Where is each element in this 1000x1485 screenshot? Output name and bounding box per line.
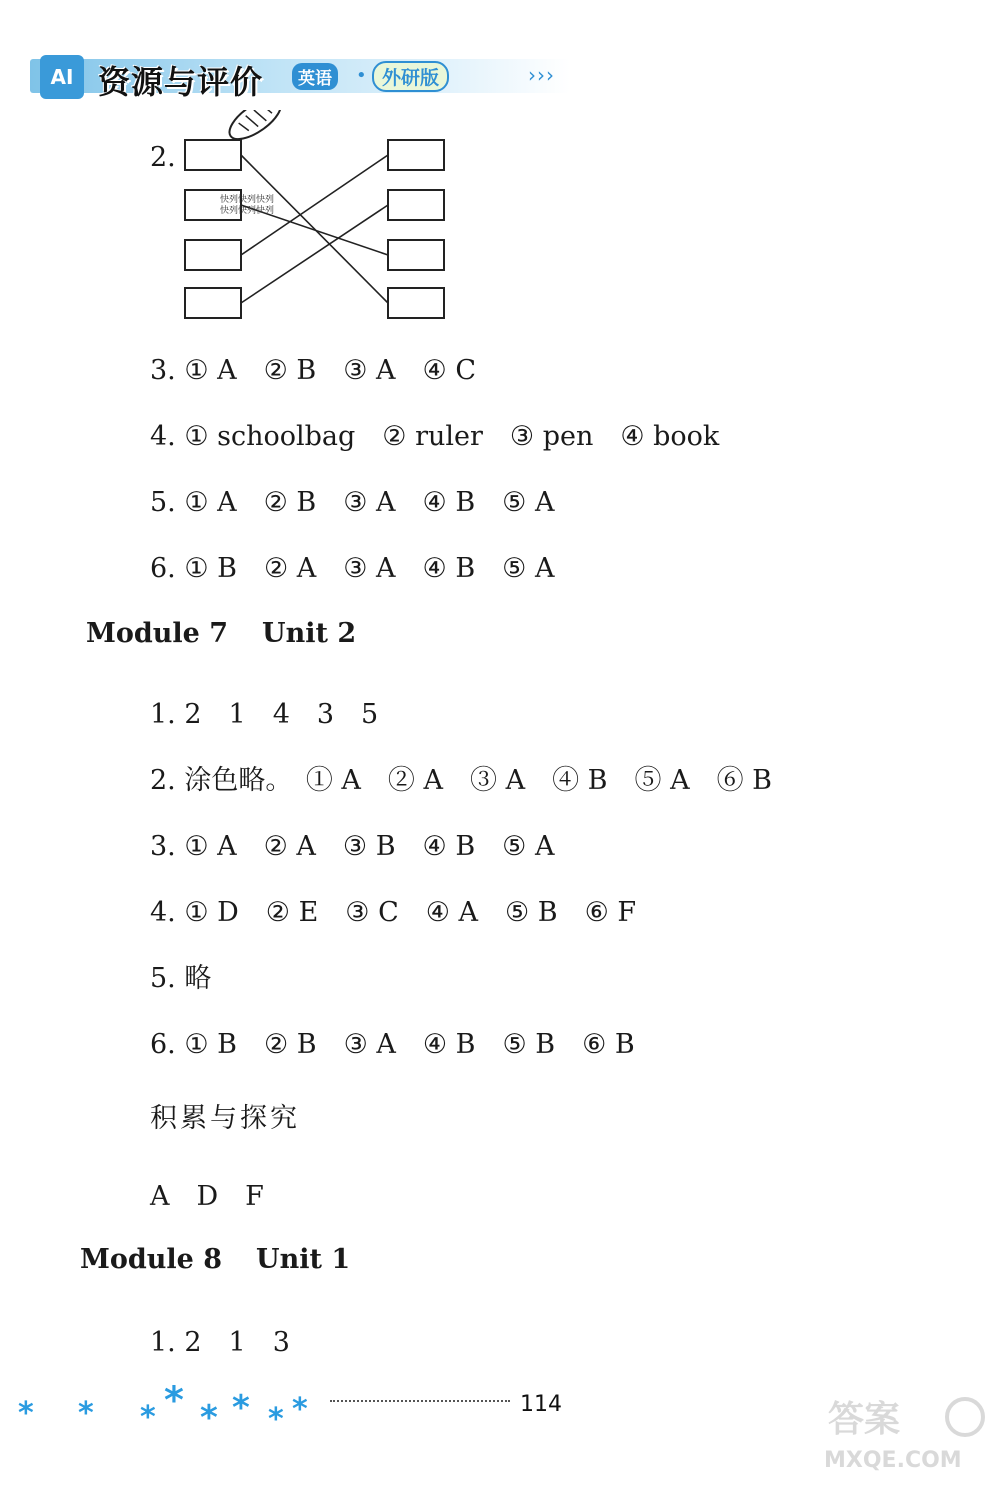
left-box-3 bbox=[185, 240, 241, 270]
answer-line-3: 3. ① A ② B ③ A ④ C bbox=[150, 355, 476, 386]
right-box-4 bbox=[388, 288, 444, 318]
svg-text:*: * bbox=[164, 1385, 184, 1422]
section-heading-module8 bbox=[80, 1244, 350, 1275]
unit-label: Unit 1 bbox=[256, 1244, 351, 1275]
answer-line-6: 6. ① B ② A ③ A ④ B ⑤ A bbox=[150, 553, 555, 584]
decorative-stars-icon bbox=[18, 1385, 318, 1435]
publisher-logo: AI bbox=[40, 55, 84, 99]
m8-answer-line-1: 1. 2 1 3 bbox=[150, 1327, 290, 1358]
right-box-2 bbox=[388, 190, 444, 220]
right-box-1 bbox=[388, 140, 444, 170]
left-box-4 bbox=[185, 288, 241, 318]
tiny-text-2: 快列快列快列 bbox=[220, 206, 275, 216]
question-number: 2. bbox=[150, 142, 176, 173]
m7-answer-line-3: 3. ① A ② A ③ B ④ B ⑤ A bbox=[150, 831, 555, 862]
left-box-1 bbox=[185, 140, 241, 170]
svg-text:*: * bbox=[200, 1398, 218, 1435]
m7-answer-line-6: 6. ① B ② B ③ A ④ B ⑤ B ⑥ B bbox=[150, 1029, 635, 1060]
match-line bbox=[241, 155, 388, 255]
section-heading-module7 bbox=[86, 618, 356, 649]
svg-text:*: * bbox=[140, 1400, 156, 1435]
svg-text:*: * bbox=[292, 1392, 308, 1427]
match-line bbox=[241, 205, 388, 303]
chevron-arrows-icon: ››› bbox=[528, 63, 555, 87]
dotted-leader bbox=[330, 1398, 510, 1402]
m7-answer-line-5: 5. 略 bbox=[150, 963, 212, 994]
svg-text:*: * bbox=[232, 1388, 250, 1428]
header-banner bbox=[0, 45, 600, 110]
answer-line-5: 5. ① A ② B ③ A ④ B ⑤ A bbox=[150, 487, 555, 518]
m7-answer-line-2: 2. 涂色略。 ① A ② A ③ A ④ B ⑤ A ⑥ B bbox=[150, 765, 773, 796]
edition-badge: 外研版 bbox=[372, 61, 449, 92]
m7-answer-line-1: 1. 2 1 4 3 5 bbox=[150, 699, 379, 730]
m7-answer-line-4: 4. ① D ② E ③ C ④ A ⑤ B ⑥ F bbox=[150, 897, 637, 928]
watermark-logo-icon bbox=[820, 1395, 990, 1475]
book-title: 资源与评价 bbox=[98, 63, 264, 101]
module-label: Module 8 bbox=[80, 1244, 223, 1275]
subject-badge: 英语 bbox=[292, 63, 338, 90]
module-label: Module 7 bbox=[86, 618, 229, 649]
svg-text:*: * bbox=[18, 1396, 34, 1431]
answer-line-4: 4. ① schoolbag ② ruler ③ pen ④ book bbox=[150, 421, 720, 452]
matching-diagram bbox=[140, 110, 480, 330]
match-line bbox=[241, 155, 388, 303]
separator-dot: • bbox=[356, 65, 367, 86]
right-box-3 bbox=[388, 240, 444, 270]
svg-text:*: * bbox=[268, 1402, 284, 1435]
page-number: 114 bbox=[520, 1392, 562, 1417]
svg-text:MXQE.COM: MXQE.COM bbox=[824, 1448, 962, 1473]
svg-text:答案: 答案 bbox=[828, 1399, 901, 1440]
section-answer: A D F bbox=[150, 1181, 264, 1212]
unit-label: Unit 2 bbox=[262, 618, 357, 649]
section-title-accumulate: 积累与探究 bbox=[150, 1103, 300, 1134]
tiny-text-1: 快列快列快列 bbox=[220, 195, 275, 205]
svg-text:*: * bbox=[78, 1396, 94, 1431]
